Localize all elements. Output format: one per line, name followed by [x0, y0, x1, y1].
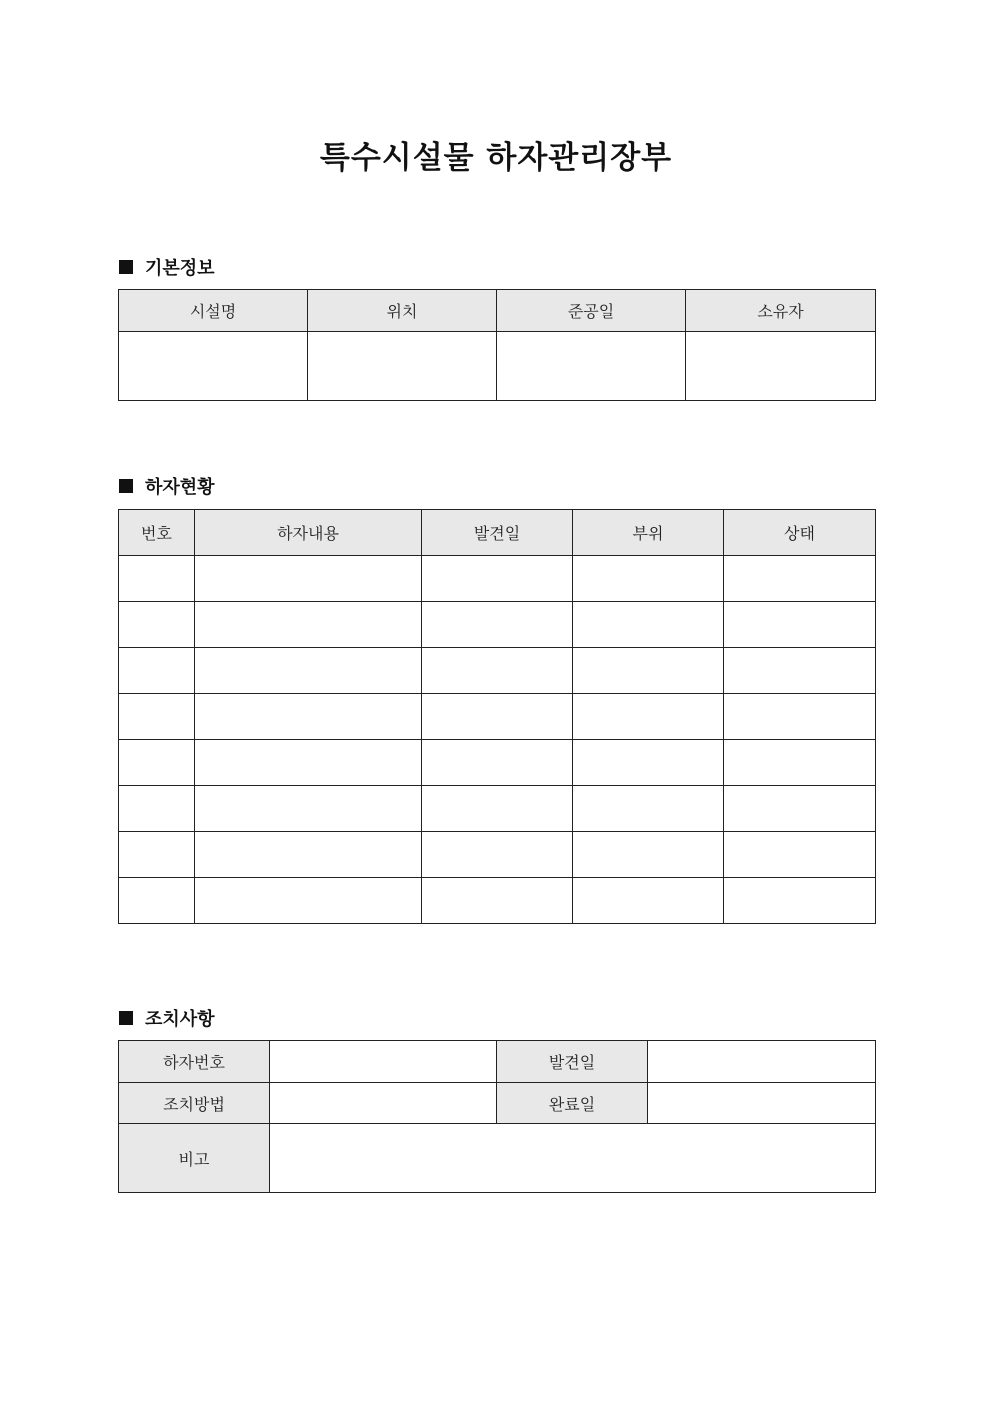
defect-content-cell[interactable] [195, 602, 422, 648]
number-cell[interactable] [119, 786, 195, 832]
part-cell[interactable] [573, 740, 724, 786]
location-field[interactable] [308, 332, 497, 401]
table-row [119, 602, 876, 648]
facility-name-field[interactable] [119, 332, 308, 401]
section-heading-text: 기본정보 [145, 258, 215, 279]
square-bullet-icon [119, 479, 133, 493]
part-cell[interactable] [573, 878, 724, 924]
part-cell[interactable] [573, 694, 724, 740]
table-row [119, 648, 876, 694]
found-date-cell[interactable] [422, 694, 573, 740]
column-header-owner: 소유자 [686, 290, 876, 332]
number-cell[interactable] [119, 832, 195, 878]
section-heading-text: 하자현황 [145, 477, 215, 498]
defect-content-cell[interactable] [195, 556, 422, 602]
column-header-location: 위치 [308, 290, 497, 332]
found-date-cell[interactable] [422, 786, 573, 832]
found-date-cell[interactable] [422, 648, 573, 694]
actions-table [118, 1040, 876, 1193]
square-bullet-icon [119, 1011, 133, 1025]
section-heading-defect-status [119, 473, 215, 499]
found-date-cell[interactable] [422, 740, 573, 786]
part-cell[interactable] [573, 832, 724, 878]
status-cell[interactable] [724, 878, 876, 924]
status-cell[interactable] [724, 832, 876, 878]
status-cell[interactable] [724, 740, 876, 786]
column-header-facility-name: 시설명 [119, 290, 308, 332]
remarks-field[interactable] [270, 1124, 876, 1193]
found-date-label: 발견일 [497, 1041, 648, 1083]
table-row [119, 694, 876, 740]
action-method-field[interactable] [270, 1083, 497, 1124]
status-cell[interactable] [724, 786, 876, 832]
number-cell[interactable] [119, 694, 195, 740]
found-date-field[interactable] [648, 1041, 876, 1083]
completion-date-label: 완료일 [497, 1083, 648, 1124]
table-row [119, 832, 876, 878]
table-row [119, 786, 876, 832]
remarks-label: 비고 [119, 1124, 270, 1193]
found-date-cell[interactable] [422, 878, 573, 924]
found-date-cell[interactable] [422, 556, 573, 602]
section-heading-text: 조치사항 [145, 1009, 215, 1030]
part-cell[interactable] [573, 602, 724, 648]
number-cell[interactable] [119, 602, 195, 648]
section-heading-basic-info [119, 254, 215, 280]
status-cell[interactable] [724, 694, 876, 740]
section-heading-actions [119, 1005, 215, 1031]
number-cell[interactable] [119, 878, 195, 924]
defect-content-cell[interactable] [195, 878, 422, 924]
column-header-defect-content: 하자내용 [195, 510, 422, 556]
column-header-status: 상태 [724, 510, 876, 556]
part-cell[interactable] [573, 786, 724, 832]
number-cell[interactable] [119, 556, 195, 602]
found-date-cell[interactable] [422, 832, 573, 878]
number-cell[interactable] [119, 740, 195, 786]
column-header-part: 부위 [573, 510, 724, 556]
part-cell[interactable] [573, 556, 724, 602]
defect-content-cell[interactable] [195, 740, 422, 786]
column-header-found-date: 발견일 [422, 510, 573, 556]
status-cell[interactable] [724, 602, 876, 648]
defect-content-cell[interactable] [195, 694, 422, 740]
found-date-cell[interactable] [422, 602, 573, 648]
completion-date-field[interactable] [648, 1083, 876, 1124]
defect-content-cell[interactable] [195, 648, 422, 694]
page-title: 특수시설물 하자관리장부 [319, 140, 673, 176]
square-bullet-icon [119, 260, 133, 274]
defect-number-field[interactable] [270, 1041, 497, 1083]
column-header-number: 번호 [119, 510, 195, 556]
defect-number-label: 하자번호 [119, 1041, 270, 1083]
table-row [119, 878, 876, 924]
column-header-completion-date: 준공일 [497, 290, 686, 332]
owner-field[interactable] [686, 332, 876, 401]
action-method-label: 조치방법 [119, 1083, 270, 1124]
defect-status-table [118, 509, 876, 924]
status-cell[interactable] [724, 648, 876, 694]
completion-date-field[interactable] [497, 332, 686, 401]
table-row [119, 556, 876, 602]
basic-info-table [118, 289, 876, 401]
table-row [119, 740, 876, 786]
status-cell[interactable] [724, 556, 876, 602]
part-cell[interactable] [573, 648, 724, 694]
defect-content-cell[interactable] [195, 832, 422, 878]
number-cell[interactable] [119, 648, 195, 694]
defect-content-cell[interactable] [195, 786, 422, 832]
